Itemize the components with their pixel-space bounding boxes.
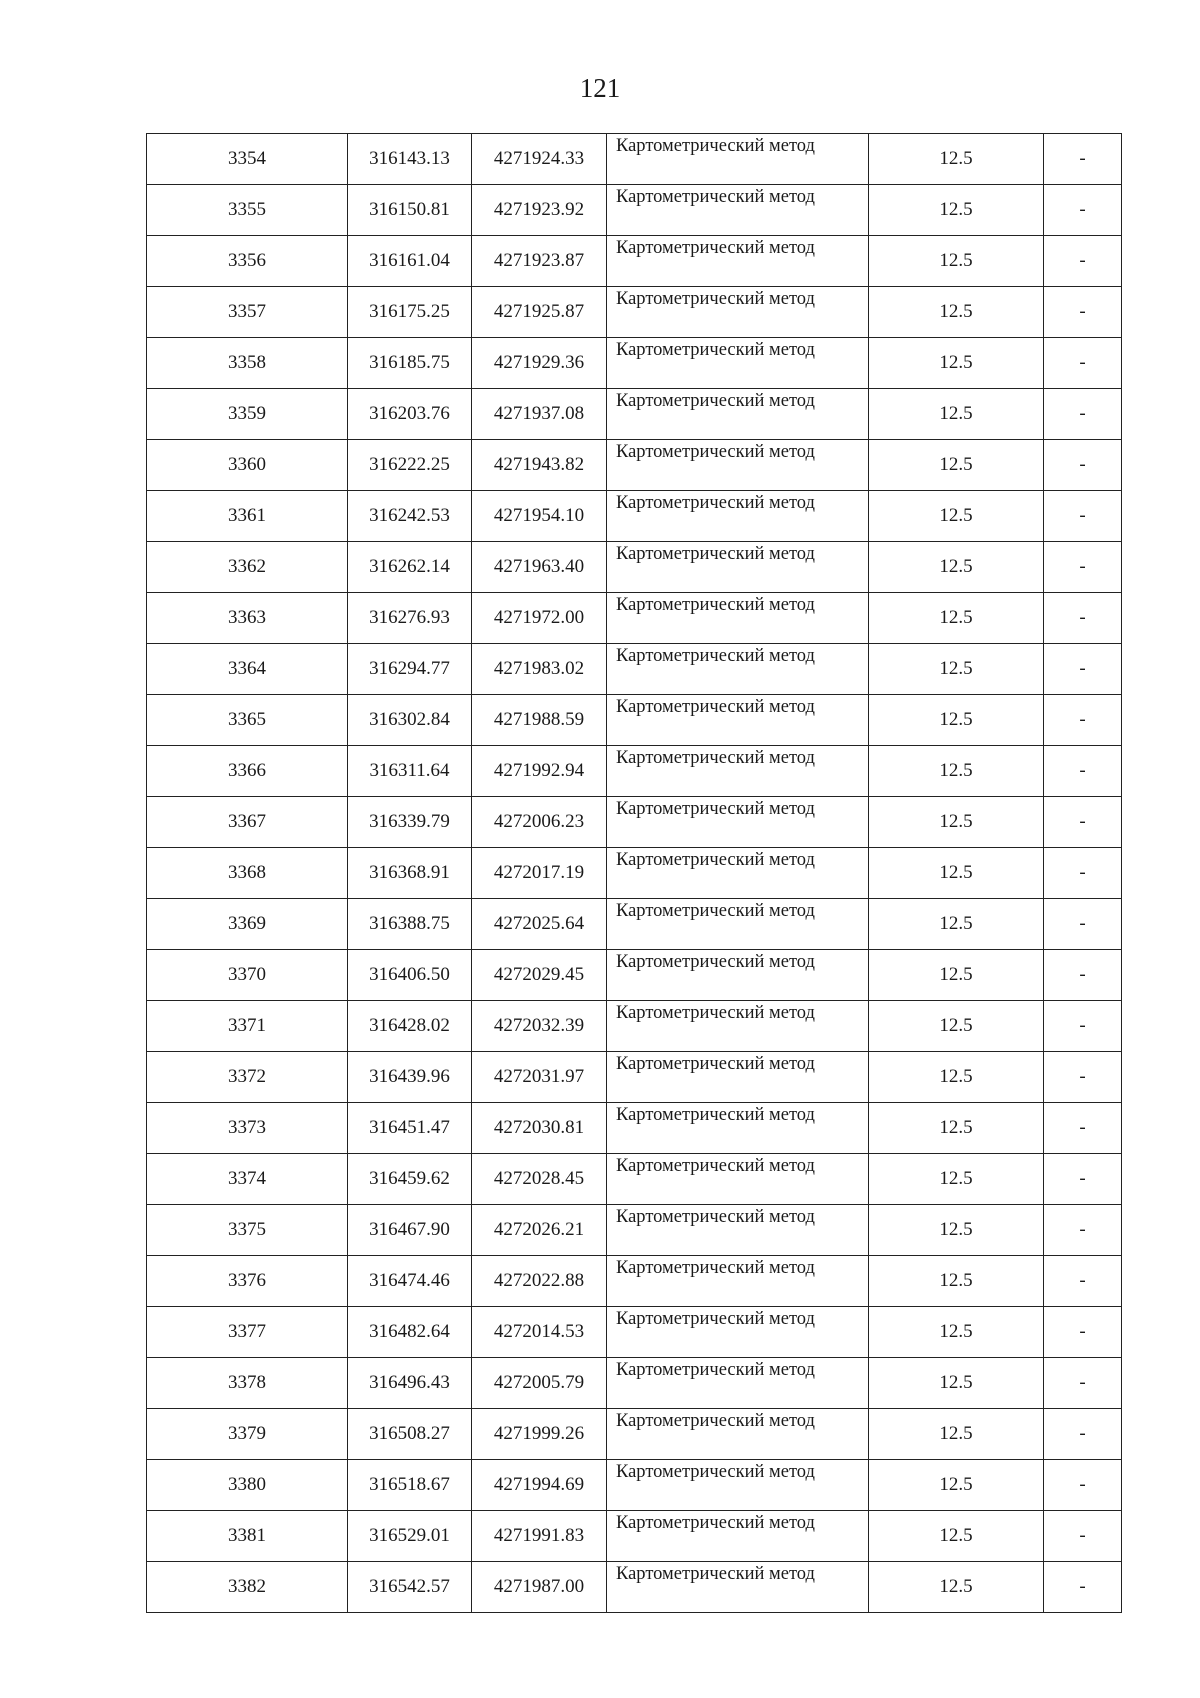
cell-coordinate-x: 316508.27: [348, 1409, 472, 1460]
cell-coordinate-y: 4272031.97: [472, 1052, 607, 1103]
cell-note: -: [1044, 899, 1122, 950]
cell-coordinate-x: 316451.47: [348, 1103, 472, 1154]
cell-accuracy: 12.5: [869, 1205, 1044, 1256]
cell-accuracy: 12.5: [869, 1256, 1044, 1307]
cell-method: Картометрический метод: [607, 1001, 869, 1052]
cell-note: -: [1044, 236, 1122, 287]
cell-point-number: 3381: [147, 1511, 348, 1562]
cell-coordinate-x: 316175.25: [348, 287, 472, 338]
table-row: [147, 542, 1122, 593]
cell-coordinate-x: 316542.57: [348, 1562, 472, 1613]
table-row: [147, 1511, 1122, 1562]
cell-note: -: [1044, 542, 1122, 593]
table-row: [147, 797, 1122, 848]
cell-accuracy: 12.5: [869, 1001, 1044, 1052]
cell-point-number: 3373: [147, 1103, 348, 1154]
cell-note: -: [1044, 1154, 1122, 1205]
cell-coordinate-x: 316518.67: [348, 1460, 472, 1511]
page-number: 121: [579, 73, 621, 103]
cell-coordinate-y: 4271923.87: [472, 236, 607, 287]
cell-coordinate-y: 4271924.33: [472, 134, 607, 185]
cell-note: -: [1044, 338, 1122, 389]
cell-coordinate-x: 316185.75: [348, 338, 472, 389]
table-row: [147, 1562, 1122, 1613]
table-row: [147, 1205, 1122, 1256]
cell-coordinate-x: 316529.01: [348, 1511, 472, 1562]
cell-method: Картометрический метод: [607, 1307, 869, 1358]
cell-coordinate-y: 4272026.21: [472, 1205, 607, 1256]
cell-method: Картометрический метод: [607, 338, 869, 389]
cell-coordinate-x: 316302.84: [348, 695, 472, 746]
cell-accuracy: 12.5: [869, 1358, 1044, 1409]
cell-coordinate-y: 4272030.81: [472, 1103, 607, 1154]
cell-coordinate-x: 316222.25: [348, 440, 472, 491]
cell-coordinate-x: 316339.79: [348, 797, 472, 848]
cell-accuracy: 12.5: [869, 1154, 1044, 1205]
cell-note: -: [1044, 1562, 1122, 1613]
cell-note: -: [1044, 1103, 1122, 1154]
cell-note: -: [1044, 134, 1122, 185]
coordinates-table-body: [147, 134, 1122, 1613]
cell-coordinate-y: 4272017.19: [472, 848, 607, 899]
cell-point-number: 3382: [147, 1562, 348, 1613]
cell-method: Картометрический метод: [607, 899, 869, 950]
cell-accuracy: 12.5: [869, 1307, 1044, 1358]
table-row: [147, 134, 1122, 185]
cell-note: -: [1044, 1358, 1122, 1409]
cell-coordinate-y: 4272025.64: [472, 899, 607, 950]
cell-coordinate-y: 4271972.00: [472, 593, 607, 644]
table-row: [147, 491, 1122, 542]
cell-note: -: [1044, 746, 1122, 797]
cell-point-number: 3356: [147, 236, 348, 287]
cell-method: Картометрический метод: [607, 1154, 869, 1205]
cell-coordinate-x: 316496.43: [348, 1358, 472, 1409]
cell-method: Картометрический метод: [607, 440, 869, 491]
cell-point-number: 3365: [147, 695, 348, 746]
cell-accuracy: 12.5: [869, 1511, 1044, 1562]
cell-note: -: [1044, 1409, 1122, 1460]
cell-point-number: 3379: [147, 1409, 348, 1460]
cell-point-number: 3361: [147, 491, 348, 542]
cell-accuracy: 12.5: [869, 797, 1044, 848]
table-row: [147, 236, 1122, 287]
cell-point-number: 3378: [147, 1358, 348, 1409]
cell-coordinate-x: 316150.81: [348, 185, 472, 236]
cell-note: -: [1044, 593, 1122, 644]
cell-coordinate-x: 316388.75: [348, 899, 472, 950]
cell-coordinate-y: 4271988.59: [472, 695, 607, 746]
cell-note: -: [1044, 848, 1122, 899]
cell-note: -: [1044, 1052, 1122, 1103]
cell-accuracy: 12.5: [869, 134, 1044, 185]
cell-coordinate-y: 4272022.88: [472, 1256, 607, 1307]
table-row: [147, 1460, 1122, 1511]
table-row: [147, 185, 1122, 236]
cell-note: -: [1044, 1460, 1122, 1511]
cell-method: Картометрический метод: [607, 1511, 869, 1562]
cell-method: Картометрический метод: [607, 644, 869, 695]
cell-coordinate-y: 4271937.08: [472, 389, 607, 440]
cell-method: Картометрический метод: [607, 1256, 869, 1307]
cell-accuracy: 12.5: [869, 389, 1044, 440]
cell-point-number: 3360: [147, 440, 348, 491]
cell-method: Картометрический метод: [607, 236, 869, 287]
cell-note: -: [1044, 1001, 1122, 1052]
cell-coordinate-y: 4271923.92: [472, 185, 607, 236]
cell-note: -: [1044, 644, 1122, 695]
cell-coordinate-y: 4271992.94: [472, 746, 607, 797]
cell-method: Картометрический метод: [607, 1052, 869, 1103]
table-row: [147, 1052, 1122, 1103]
table-row: [147, 1154, 1122, 1205]
cell-method: Картометрический метод: [607, 848, 869, 899]
cell-accuracy: 12.5: [869, 236, 1044, 287]
cell-coordinate-y: 4271983.02: [472, 644, 607, 695]
cell-coordinate-x: 316439.96: [348, 1052, 472, 1103]
cell-accuracy: 12.5: [869, 899, 1044, 950]
cell-point-number: 3363: [147, 593, 348, 644]
cell-method: Картометрический метод: [607, 1358, 869, 1409]
cell-coordinate-x: 316474.46: [348, 1256, 472, 1307]
cell-coordinate-x: 316203.76: [348, 389, 472, 440]
cell-note: -: [1044, 1307, 1122, 1358]
cell-method: Картометрический метод: [607, 1562, 869, 1613]
cell-note: -: [1044, 1256, 1122, 1307]
cell-coordinate-y: 4271929.36: [472, 338, 607, 389]
cell-point-number: 3368: [147, 848, 348, 899]
cell-point-number: 3358: [147, 338, 348, 389]
cell-coordinate-x: 316311.64: [348, 746, 472, 797]
cell-accuracy: 12.5: [869, 287, 1044, 338]
cell-note: -: [1044, 1511, 1122, 1562]
cell-point-number: 3380: [147, 1460, 348, 1511]
cell-point-number: 3370: [147, 950, 348, 1001]
table-row: [147, 1358, 1122, 1409]
cell-method: Картометрический метод: [607, 746, 869, 797]
cell-accuracy: 12.5: [869, 491, 1044, 542]
cell-point-number: 3371: [147, 1001, 348, 1052]
cell-accuracy: 12.5: [869, 848, 1044, 899]
cell-coordinate-y: 4271994.69: [472, 1460, 607, 1511]
cell-coordinate-x: 316467.90: [348, 1205, 472, 1256]
cell-coordinate-y: 4272006.23: [472, 797, 607, 848]
cell-coordinate-y: 4272014.53: [472, 1307, 607, 1358]
table-row: [147, 644, 1122, 695]
cell-method: Картометрический метод: [607, 950, 869, 1001]
table-row: [147, 389, 1122, 440]
cell-note: -: [1044, 797, 1122, 848]
cell-method: Картометрический метод: [607, 542, 869, 593]
cell-coordinate-x: 316482.64: [348, 1307, 472, 1358]
cell-coordinate-y: 4272028.45: [472, 1154, 607, 1205]
cell-method: Картометрический метод: [607, 797, 869, 848]
cell-point-number: 3359: [147, 389, 348, 440]
cell-coordinate-x: 316262.14: [348, 542, 472, 593]
cell-note: -: [1044, 950, 1122, 1001]
cell-point-number: 3375: [147, 1205, 348, 1256]
cell-method: Картометрический метод: [607, 1460, 869, 1511]
table-row: [147, 1307, 1122, 1358]
cell-method: Картометрический метод: [607, 1205, 869, 1256]
cell-point-number: 3354: [147, 134, 348, 185]
table-row: [147, 1409, 1122, 1460]
table-row: [147, 1103, 1122, 1154]
cell-point-number: 3374: [147, 1154, 348, 1205]
cell-coordinate-y: 4271925.87: [472, 287, 607, 338]
cell-method: Картометрический метод: [607, 1409, 869, 1460]
cell-note: -: [1044, 1205, 1122, 1256]
cell-accuracy: 12.5: [869, 593, 1044, 644]
cell-point-number: 3366: [147, 746, 348, 797]
cell-coordinate-x: 316161.04: [348, 236, 472, 287]
cell-coordinate-x: 316143.13: [348, 134, 472, 185]
cell-method: Картометрический метод: [607, 491, 869, 542]
cell-coordinate-y: 4271963.40: [472, 542, 607, 593]
table-row: [147, 695, 1122, 746]
cell-coordinate-y: 4271943.82: [472, 440, 607, 491]
cell-coordinate-y: 4271999.26: [472, 1409, 607, 1460]
cell-point-number: 3377: [147, 1307, 348, 1358]
cell-coordinate-x: 316406.50: [348, 950, 472, 1001]
table-row: [147, 746, 1122, 797]
cell-method: Картометрический метод: [607, 1103, 869, 1154]
cell-coordinate-x: 316242.53: [348, 491, 472, 542]
cell-accuracy: 12.5: [869, 644, 1044, 695]
cell-coordinate-x: 316459.62: [348, 1154, 472, 1205]
cell-accuracy: 12.5: [869, 185, 1044, 236]
table-row: [147, 1001, 1122, 1052]
table-row: [147, 899, 1122, 950]
cell-accuracy: 12.5: [869, 1103, 1044, 1154]
cell-accuracy: 12.5: [869, 746, 1044, 797]
cell-method: Картометрический метод: [607, 389, 869, 440]
table-row: [147, 950, 1122, 1001]
cell-point-number: 3364: [147, 644, 348, 695]
cell-point-number: 3357: [147, 287, 348, 338]
cell-method: Картометрический метод: [607, 185, 869, 236]
table-row: [147, 1256, 1122, 1307]
cell-method: Картометрический метод: [607, 134, 869, 185]
cell-accuracy: 12.5: [869, 695, 1044, 746]
cell-coordinate-y: 4271991.83: [472, 1511, 607, 1562]
cell-accuracy: 12.5: [869, 542, 1044, 593]
cell-coordinate-y: 4272005.79: [472, 1358, 607, 1409]
cell-note: -: [1044, 491, 1122, 542]
cell-point-number: 3376: [147, 1256, 348, 1307]
table-row: [147, 440, 1122, 491]
table-row: [147, 338, 1122, 389]
cell-coordinate-x: 316276.93: [348, 593, 472, 644]
cell-note: -: [1044, 440, 1122, 491]
cell-point-number: 3372: [147, 1052, 348, 1103]
cell-accuracy: 12.5: [869, 1460, 1044, 1511]
cell-coordinate-x: 316368.91: [348, 848, 472, 899]
cell-method: Картометрический метод: [607, 287, 869, 338]
cell-method: Картометрический метод: [607, 695, 869, 746]
table-row: [147, 287, 1122, 338]
cell-accuracy: 12.5: [869, 1562, 1044, 1613]
cell-method: Картометрический метод: [607, 593, 869, 644]
cell-point-number: 3355: [147, 185, 348, 236]
cell-accuracy: 12.5: [869, 338, 1044, 389]
cell-accuracy: 12.5: [869, 1052, 1044, 1103]
cell-note: -: [1044, 389, 1122, 440]
cell-note: -: [1044, 185, 1122, 236]
cell-point-number: 3369: [147, 899, 348, 950]
cell-coordinate-x: 316294.77: [348, 644, 472, 695]
cell-accuracy: 12.5: [869, 440, 1044, 491]
cell-coordinate-x: 316428.02: [348, 1001, 472, 1052]
coordinates-table: [146, 133, 1122, 1613]
cell-note: -: [1044, 695, 1122, 746]
cell-point-number: 3362: [147, 542, 348, 593]
table-row: [147, 593, 1122, 644]
cell-coordinate-y: 4271954.10: [472, 491, 607, 542]
cell-note: -: [1044, 287, 1122, 338]
cell-coordinate-y: 4272032.39: [472, 1001, 607, 1052]
cell-accuracy: 12.5: [869, 1409, 1044, 1460]
cell-accuracy: 12.5: [869, 950, 1044, 1001]
cell-coordinate-y: 4272029.45: [472, 950, 607, 1001]
cell-point-number: 3367: [147, 797, 348, 848]
cell-coordinate-y: 4271987.00: [472, 1562, 607, 1613]
table-row: [147, 848, 1122, 899]
